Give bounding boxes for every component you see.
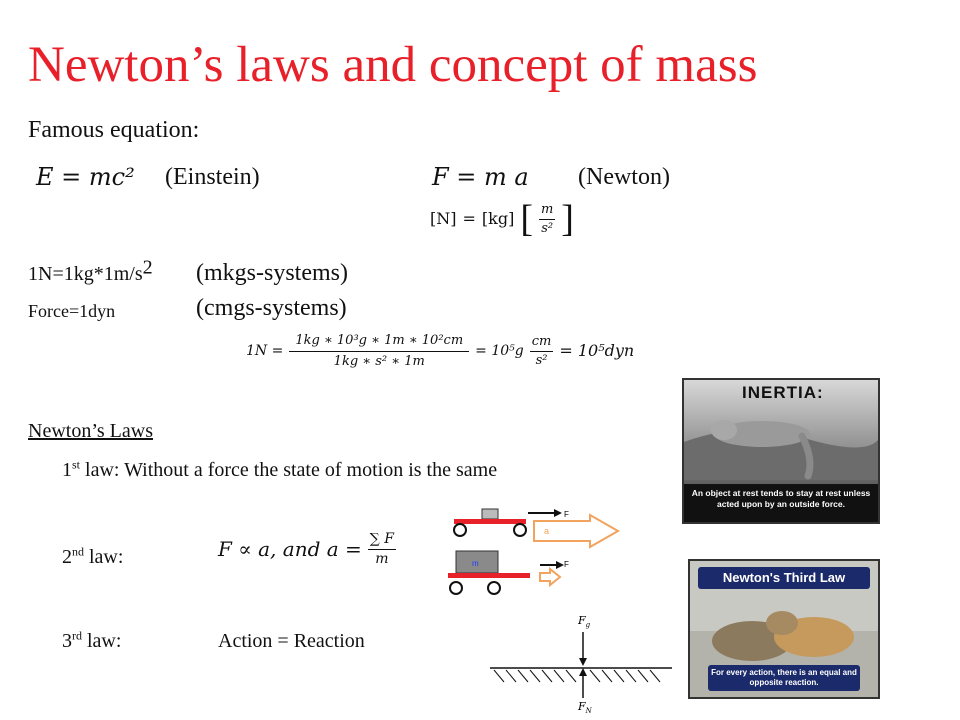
conversion-denominator: 1kg ∗ s² ∗ 1m (333, 353, 425, 369)
third-law-image (688, 559, 880, 699)
normal-arrowhead (579, 668, 587, 676)
mkgs-line (28, 256, 153, 285)
small-mass-block (482, 509, 498, 519)
mass-label: m (472, 559, 479, 568)
cat-head (711, 420, 737, 440)
cats-heads (766, 611, 798, 635)
second-law-expression: F ∝ a, and a = (218, 537, 362, 562)
normal-force-diagram (486, 608, 676, 718)
conversion-fraction (289, 334, 469, 368)
units-equals: = (462, 209, 476, 228)
first-law-ordinal: 1 (62, 459, 72, 481)
conversion-equation (246, 334, 634, 368)
force-arrowhead-top (554, 509, 562, 517)
newton-label: (Newton) (578, 164, 670, 190)
first-law-sup: st (72, 457, 81, 472)
second-law-sup: nd (72, 544, 84, 559)
inertia-heading: INERTIA: (742, 383, 824, 402)
units-equation (430, 200, 574, 238)
second-law-text: law: (84, 546, 124, 568)
cgs-definition: Force=1dyn (28, 301, 116, 321)
force-arrowhead-bottom (556, 561, 564, 569)
cart-diagram (444, 505, 624, 600)
force-label-bottom: F (564, 560, 569, 569)
acceleration-arrow-small (540, 569, 560, 585)
einstein-equation: E = mc² (36, 163, 135, 191)
cgs-system-label: (cmgs-systems) (196, 295, 347, 321)
second-law-ordinal: 2 (62, 546, 72, 568)
conversion-rhs: = 10⁵dyn (559, 341, 635, 361)
units-right-bracket: ] (561, 198, 574, 240)
second-law-fraction (368, 532, 396, 566)
laws-heading: Newton’s Laws (28, 420, 153, 442)
gravity-force-symbol: F (578, 614, 586, 627)
mkgs-definition: 1N=1kg*1m/s (28, 263, 143, 285)
newton-equation: F = m a (432, 163, 529, 191)
gravity-arrowhead (579, 658, 587, 666)
normal-force-subscript: N (585, 707, 592, 715)
normal-force-label (577, 700, 593, 715)
cart-top-wheel-left (454, 524, 466, 536)
cart-top-wheel-right (514, 524, 526, 536)
conversion-unit-num: cm (530, 335, 554, 352)
mkgs-exponent: 2 (142, 256, 153, 279)
force-label-top: F (564, 510, 569, 519)
third-law-sup: rd (72, 628, 82, 643)
units-kg: [kg] (481, 209, 515, 228)
ground-hatching (494, 670, 660, 682)
third-law (62, 628, 122, 652)
second-law-formula (218, 532, 396, 566)
cart-bottom-wheel-right (488, 582, 500, 594)
einstein-label: (Einstein) (165, 164, 260, 190)
units-newton: [N] (430, 209, 457, 228)
inertia-caption: An object at rest tends to stay at rest unless acted upon by an outside force. (691, 488, 871, 509)
gravity-force-subscript: g (585, 621, 591, 629)
second-law-denominator: m (375, 550, 389, 567)
slide-title: Newton’s laws and concept of mass (28, 37, 758, 93)
units-fraction (539, 203, 555, 235)
units-fraction-num: m (539, 203, 555, 220)
first-law-text: law: Without a force the state of motion is the same (80, 459, 498, 481)
units-fraction-den: s² (541, 220, 554, 236)
third-law-expression: Action = Reaction (218, 630, 365, 652)
third-law-caption: For every action, there is an equal and opposite reaction. (711, 668, 857, 687)
third-law-heading: Newton's Third Law (722, 570, 846, 585)
conversion-unit-fraction (530, 335, 554, 367)
cart-bottom-wheel-left (450, 582, 462, 594)
conversion-numerator: 1kg ∗ 10³g ∗ 1m ∗ 10²cm (289, 334, 469, 352)
cart-bottom-bar (448, 573, 530, 578)
accel-label-top: a (544, 526, 550, 536)
mkgs-system-label: (mkgs-systems) (196, 260, 348, 286)
normal-force-symbol: F (578, 700, 586, 713)
second-law-numerator: ∑ F (368, 532, 396, 550)
conversion-unit-den: s² (535, 352, 548, 368)
cart-top-bar (454, 519, 526, 524)
famous-equation-label: Famous equation: (28, 117, 200, 143)
units-left-bracket: [ (520, 198, 533, 240)
second-law (62, 544, 124, 568)
third-law-ordinal: 3 (62, 630, 72, 652)
inertia-image (682, 378, 880, 524)
first-law (62, 457, 498, 481)
conversion-mid: = 10⁵g (475, 343, 524, 360)
third-law-text: law: (82, 630, 122, 652)
gravity-force-label (577, 614, 591, 629)
conversion-lhs: 1N = (246, 343, 284, 360)
